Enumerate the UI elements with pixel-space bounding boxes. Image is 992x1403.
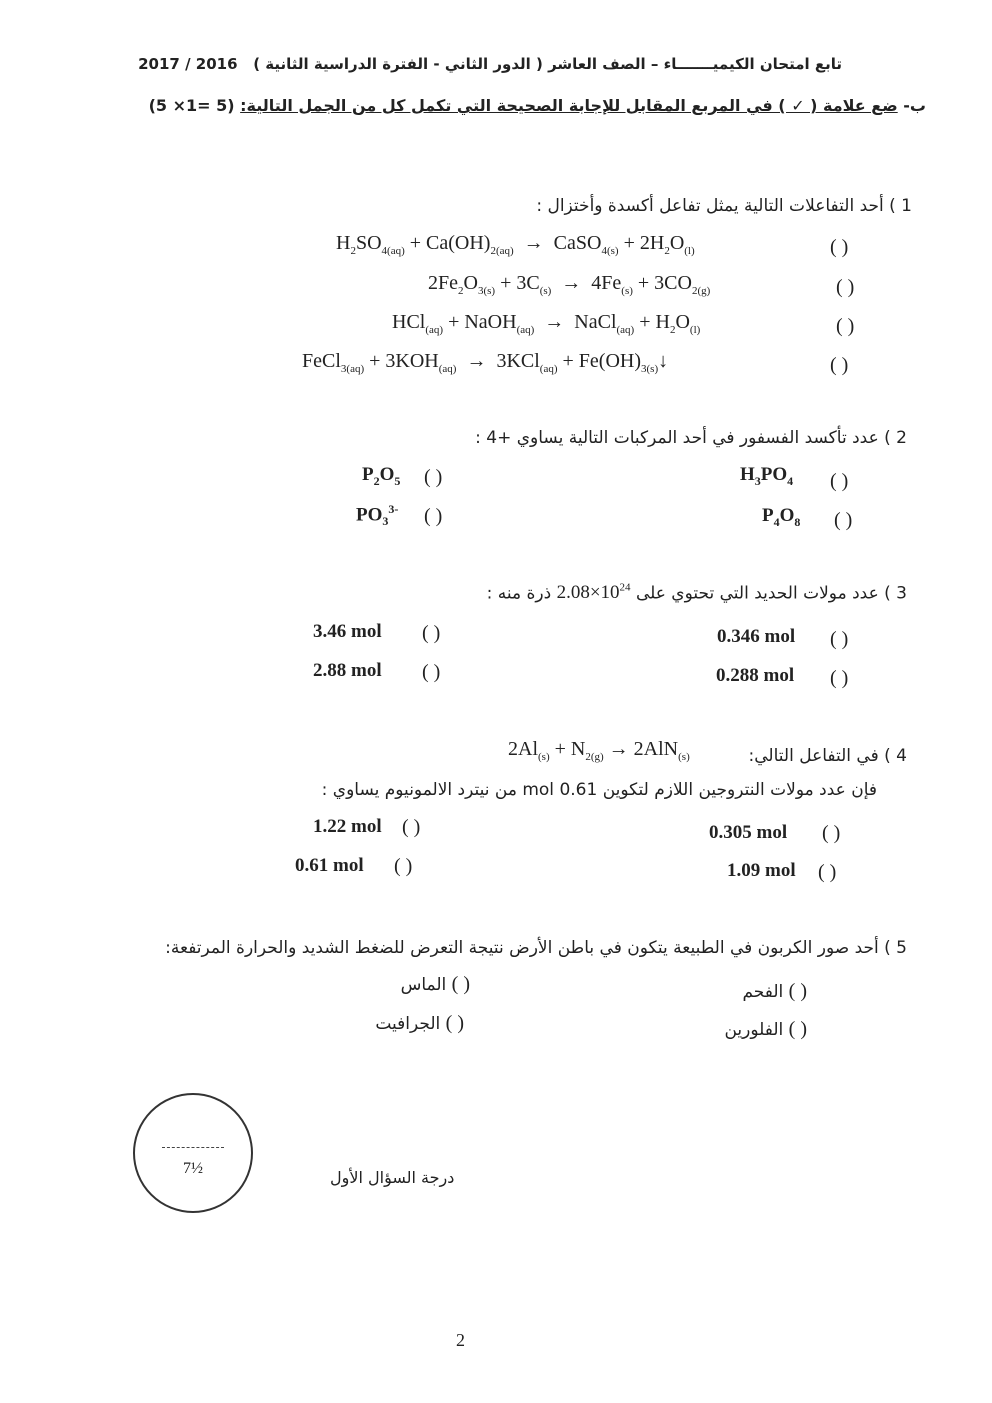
exam-header [138, 55, 842, 73]
q4-option-a: 0.305 mol [709, 822, 788, 843]
q4-option-c: 1.09 mol [727, 860, 796, 881]
q5-checkbox-a[interactable]: ( ) [788, 980, 807, 1002]
q2-checkbox-p2o5[interactable]: ( ) [424, 466, 443, 488]
q3-checkbox-d[interactable]: ( ) [422, 661, 441, 683]
page-number: 2 [456, 1330, 465, 1350]
q4-checkbox-d[interactable]: ( ) [394, 855, 413, 877]
q5-option-b: ( ) الماس [400, 973, 470, 995]
q1-equation-a: $H_2SO_{4(aq)} + Ca(OH)_{2(aq)}$ → CaSO$_{4(s)}$ + $2H_2O_{(l)}$ [336, 232, 695, 257]
question-4-text: 4 ) في التفاعل التالي: [748, 746, 907, 766]
q3-text: 3 ) عدد مولات الحديد التي تحتوي على [635, 583, 907, 604]
score-total: 7½ [183, 1160, 203, 1177]
question-5-text: 5 ) أحد صور الكربون في الطبيعة يتكون في باطن الأرض نتيجة التعرض للضغط الشديد والحرارة المرتفعة: [165, 938, 907, 958]
q4-option-d: 0.61 mol [295, 855, 364, 876]
question-3-text [487, 582, 907, 604]
q1-checkbox-c[interactable]: ( ) [836, 315, 855, 337]
q3-checkbox-a[interactable]: ( ) [830, 628, 849, 650]
q3-option-c: 0.288 mol [716, 665, 795, 686]
instruction-marks: (5 ×1= 5) [148, 96, 235, 115]
q5-option-c: ( ) الفلورين [724, 1018, 807, 1040]
question-4-line2: فإن عدد مولات النتروجين اللازم لتكوين 0.61 mol من نيترد الالمونيوم يساوي : [321, 780, 877, 800]
q2-checkbox-h3po4[interactable]: ( ) [830, 470, 849, 492]
q2-option-h3po4: $H_3PO_4$ [740, 464, 794, 488]
score-label: درجة السؤال الأول [330, 1168, 455, 1187]
q3-option-b: 3.46 mol [313, 621, 382, 642]
q5-checkbox-b[interactable]: ( ) [451, 973, 470, 995]
question-2-text: 2 ) عدد تأكسد الفسفور في أحد المركبات التالية يساوي +4 : [475, 428, 907, 448]
q3-number: $2.08\times 10^{24}$ [556, 582, 631, 604]
score-circle [133, 1093, 253, 1213]
q1-equation-c: HCl$_{(aq)}$ + NaOH$_{(aq)}$ → NaCl$_{(aq)}$ + $H_2O_{(l)}$ [392, 311, 701, 336]
q1-checkbox-b[interactable]: ( ) [836, 276, 855, 298]
q2-checkbox-p4o8[interactable]: ( ) [834, 509, 853, 531]
instruction-text: ضع علامة ( ✓ ) في المربع المقابل للإجابة الصحيحة التي تكمل كل من الجمل التالية: [240, 96, 898, 115]
q3-checkbox-c[interactable]: ( ) [830, 667, 849, 689]
q2-option-p2o5: $P_2O_5$ [362, 464, 401, 488]
exam-year: 2017 / 2016 [138, 55, 238, 73]
q2-option-po3: $PO_3^{3-}$ [356, 502, 399, 529]
q3-option-a: 0.346 mol [717, 626, 796, 647]
q1-checkbox-a[interactable]: ( ) [830, 236, 849, 258]
q4-option-b: 1.22 mol [313, 816, 382, 837]
q1-checkbox-d[interactable]: ( ) [830, 354, 849, 376]
q3-checkbox-b[interactable]: ( ) [422, 622, 441, 644]
q2-option-p4o8: $P_4O_8$ [762, 505, 801, 529]
q3-text-end: ذرة منه : [486, 583, 552, 604]
score-blank-line [162, 1147, 224, 1148]
q3-option-d: 2.88 mol [313, 660, 382, 681]
section-instruction [46, 96, 926, 115]
q4-checkbox-a[interactable]: ( ) [822, 822, 841, 844]
q4-checkbox-b[interactable]: ( ) [402, 816, 421, 838]
q5-checkbox-d[interactable]: ( ) [445, 1012, 464, 1034]
q4-checkbox-c[interactable]: ( ) [818, 861, 837, 883]
q2-checkbox-po3[interactable]: ( ) [424, 505, 443, 527]
instruction-prefix: ب- [903, 96, 926, 115]
exam-title: تابع امتحان الكيميـــــــاء – الصف العاشر ( الدور الثاني - الفترة الدراسية الثانية ) [253, 55, 842, 73]
q1-equation-d: FeCl$_{3(aq)}$ + $3KOH_{(aq)} \to 3KCl_{(aq)}$ + $Fe(OH)_{3(s)}↓$ [302, 350, 669, 375]
q5-option-d: ( ) الجرافيت [375, 1012, 464, 1034]
q1-equation-b: $2Fe_2O_{3(s)} + 3C_{(s)} \to 4Fe_{(s)} + 3CO_{2(g)}$ [428, 272, 711, 297]
question-1-text: 1 ) أحد التفاعلات التالية يمثل تفاعل أكسدة وأختزال : [536, 196, 912, 216]
q5-option-a: ( ) الفحم [742, 980, 807, 1002]
q4-equation: $2Al_{(s)} + N_{2(g)} \to 2AlN_{(s)}$ [508, 738, 690, 763]
q5-checkbox-c[interactable]: ( ) [788, 1018, 807, 1040]
